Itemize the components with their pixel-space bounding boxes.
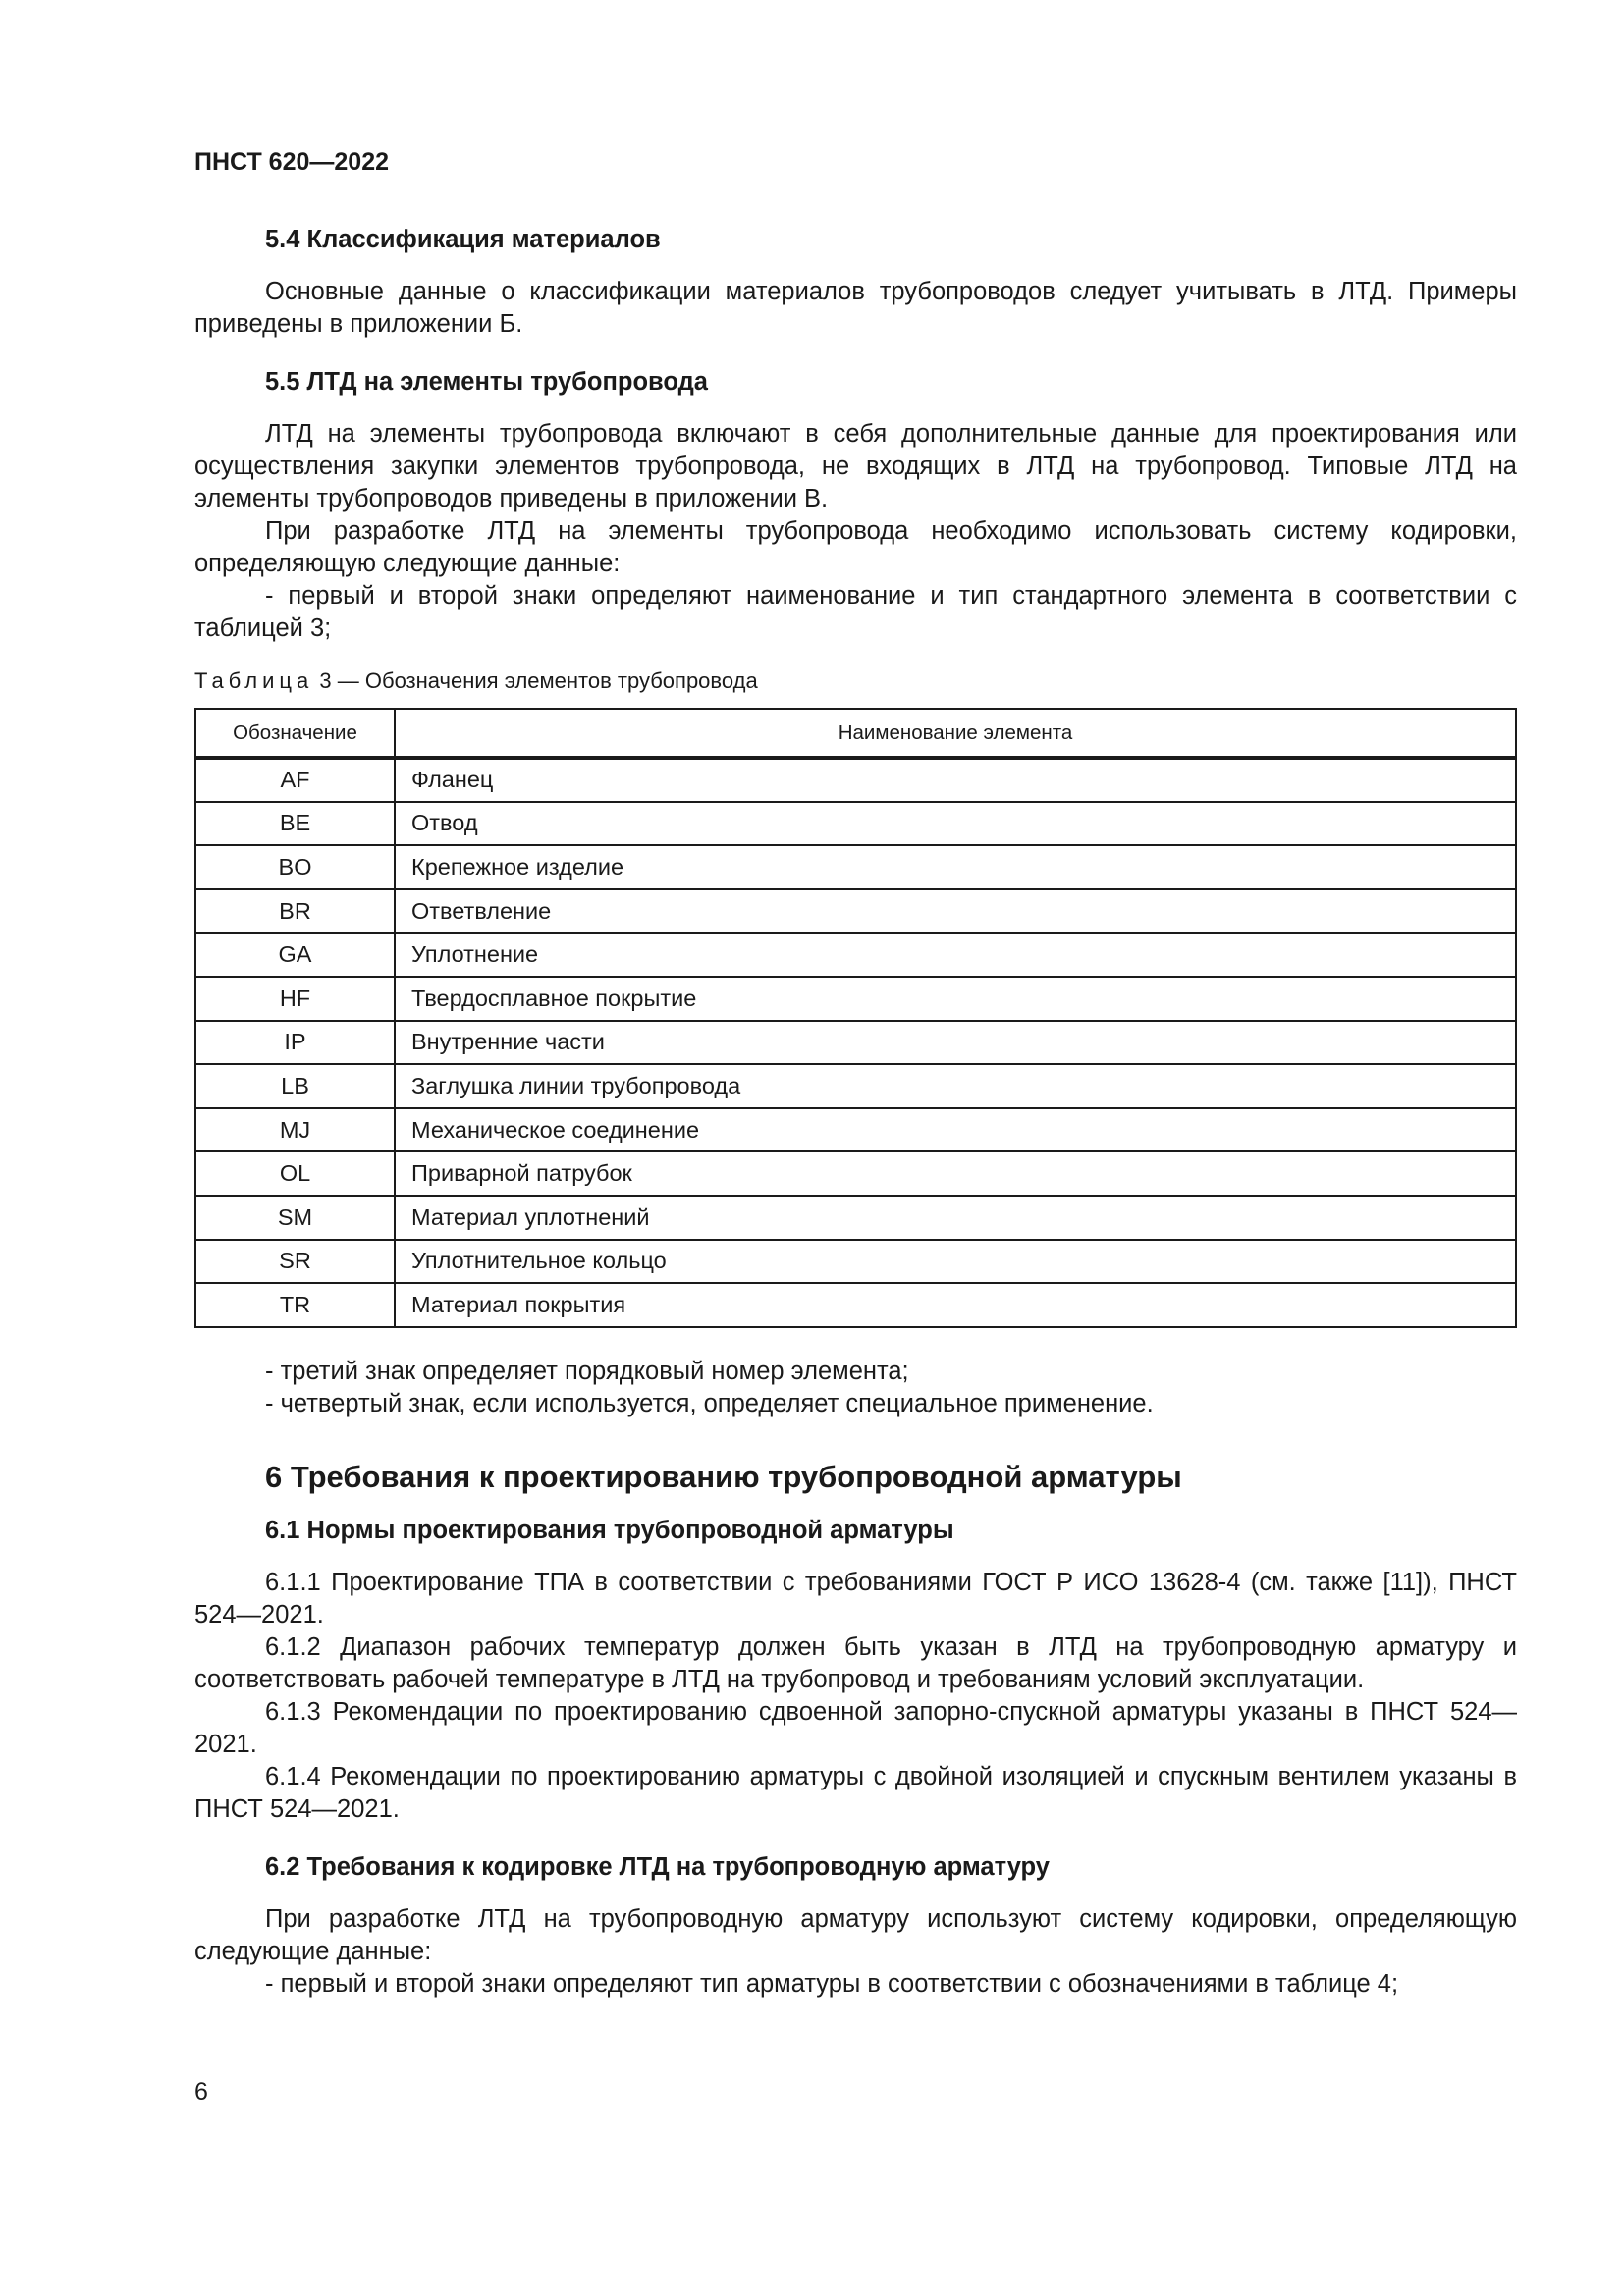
table-3 — [194, 708, 1517, 1328]
element-code: GA — [195, 933, 395, 977]
element-code: IP — [195, 1021, 395, 1065]
element-name: Материал уплотнений — [395, 1196, 1516, 1240]
clause-6-1-1: 6.1.1 Проектирование ТПА в соответствии с требованиями ГОСТ Р ИСО 13628-4 (см. также [11]), ПНСТ 524—2021. — [194, 1568, 1517, 1629]
element-code: SM — [195, 1196, 395, 1240]
table-row — [195, 977, 1516, 1021]
table-row — [195, 1021, 1516, 1065]
clause-6-1-4: 6.1.4 Рекомендации по проектированию арматуры с двойной изоляцией и спускным вентилем указаны в ПНСТ 524—2021. — [194, 1762, 1517, 1823]
element-code: MJ — [195, 1108, 395, 1152]
section-6-1-heading: 6.1 Нормы проектирования трубопроводной арматуры — [265, 1516, 954, 1544]
table-3-caption-text: 3 — Обозначения элементов трубопровода — [319, 668, 758, 693]
element-name: Материал покрытия — [395, 1283, 1516, 1327]
column-header-code: Обозначение — [195, 709, 395, 758]
element-code: LB — [195, 1064, 395, 1108]
element-code: SR — [195, 1240, 395, 1284]
after-table-paragraph-2: - четвертый знак, если используется, определяет специальное применение. — [265, 1389, 1154, 1417]
document-id: ПНСТ 620—2022 — [194, 148, 389, 176]
table-header-row — [195, 709, 1516, 758]
table-row — [195, 889, 1516, 934]
element-code: AF — [195, 758, 395, 802]
section-6-2-heading: 6.2 Требования к кодировке ЛТД на трубопроводную арматуру — [265, 1852, 1050, 1881]
table-3-caption-label: Таблица — [194, 668, 314, 693]
element-name: Твердосплавное покрытие — [395, 977, 1516, 1021]
table-row — [195, 758, 1516, 802]
element-code: OL — [195, 1151, 395, 1196]
column-header-name: Наименование элемента — [395, 709, 1516, 758]
element-name: Крепежное изделие — [395, 845, 1516, 889]
table-row — [195, 1283, 1516, 1327]
page-number: 6 — [194, 2078, 208, 2106]
element-name: Уплотнение — [395, 933, 1516, 977]
section-5-4-heading: 5.4 Классификация материалов — [265, 226, 661, 253]
element-name: Приварной патрубок — [395, 1151, 1516, 1196]
table-row — [195, 802, 1516, 846]
element-code: HF — [195, 977, 395, 1021]
element-name: Заглушка линии трубопровода — [395, 1064, 1516, 1108]
element-code: BO — [195, 845, 395, 889]
table-row — [195, 1196, 1516, 1240]
table-row — [195, 933, 1516, 977]
table-row — [195, 845, 1516, 889]
document-page — [194, 147, 1517, 2001]
table-row — [195, 1240, 1516, 1284]
element-name: Уплотнительное кольцо — [395, 1240, 1516, 1284]
element-code: BE — [195, 802, 395, 846]
element-code: BR — [195, 889, 395, 934]
element-name: Фланец — [395, 758, 1516, 802]
section-5-4-paragraph: Основные данные о классификации материалов трубопроводов следует учитывать в ЛТД. Примеры приведены в приложении Б. — [194, 278, 1517, 338]
clause-6-1-2: 6.1.2 Диапазон рабочих температур должен быть указан в ЛТД на трубопроводную арматуру и соответствовать рабочей температуре в ЛТД на трубопровод и требованиям условий эксплуатации. — [194, 1632, 1517, 1693]
section-5-5-paragraph-1: ЛТД на элементы трубопровода включают в себя дополнительные данные для проектирования или осуществления закупки элементов трубопровода, не входящих в ЛТД на трубопровод. Типовые ЛТД на элементы трубопроводов приведены в приложении В. — [194, 420, 1517, 512]
section-6-2-paragraph-1: При разработке ЛТД на трубопроводную арматуру используют систему кодировки, определяющую следующие данные: — [194, 1904, 1517, 1965]
clause-6-1-3: 6.1.3 Рекомендации по проектированию сдвоенной запорно-спускной арматуры указаны в ПНСТ 524—2021. — [194, 1697, 1517, 1758]
table-row — [195, 1151, 1516, 1196]
element-code: TR — [195, 1283, 395, 1327]
element-name: Ответвление — [395, 889, 1516, 934]
table-3-caption — [194, 667, 1517, 696]
element-name: Внутренние части — [395, 1021, 1516, 1065]
table-row — [195, 1064, 1516, 1108]
after-table-paragraph-1: - третий знак определяет порядковый номер элемента; — [265, 1357, 909, 1385]
element-name: Отвод — [395, 802, 1516, 846]
element-name: Механическое соединение — [395, 1108, 1516, 1152]
section-6-2-paragraph-2: - первый и второй знаки определяют тип арматуры в соответствии с обозначениями в таблице 4; — [265, 1969, 1399, 1998]
table-row — [195, 1108, 1516, 1152]
section-6-heading: 6 Требования к проектированию трубопроводной арматуры — [265, 1459, 1182, 1494]
section-5-5-paragraph-3: - первый и второй знаки определяют наименование и тип стандартного элемента в соответствии с таблицей 3; — [194, 582, 1517, 642]
section-5-5-heading: 5.5 ЛТД на элементы трубопровода — [265, 368, 708, 396]
section-5-5-paragraph-2: При разработке ЛТД на элементы трубопровода необходимо использовать систему кодировки, определяющую следующие данные: — [194, 517, 1517, 577]
